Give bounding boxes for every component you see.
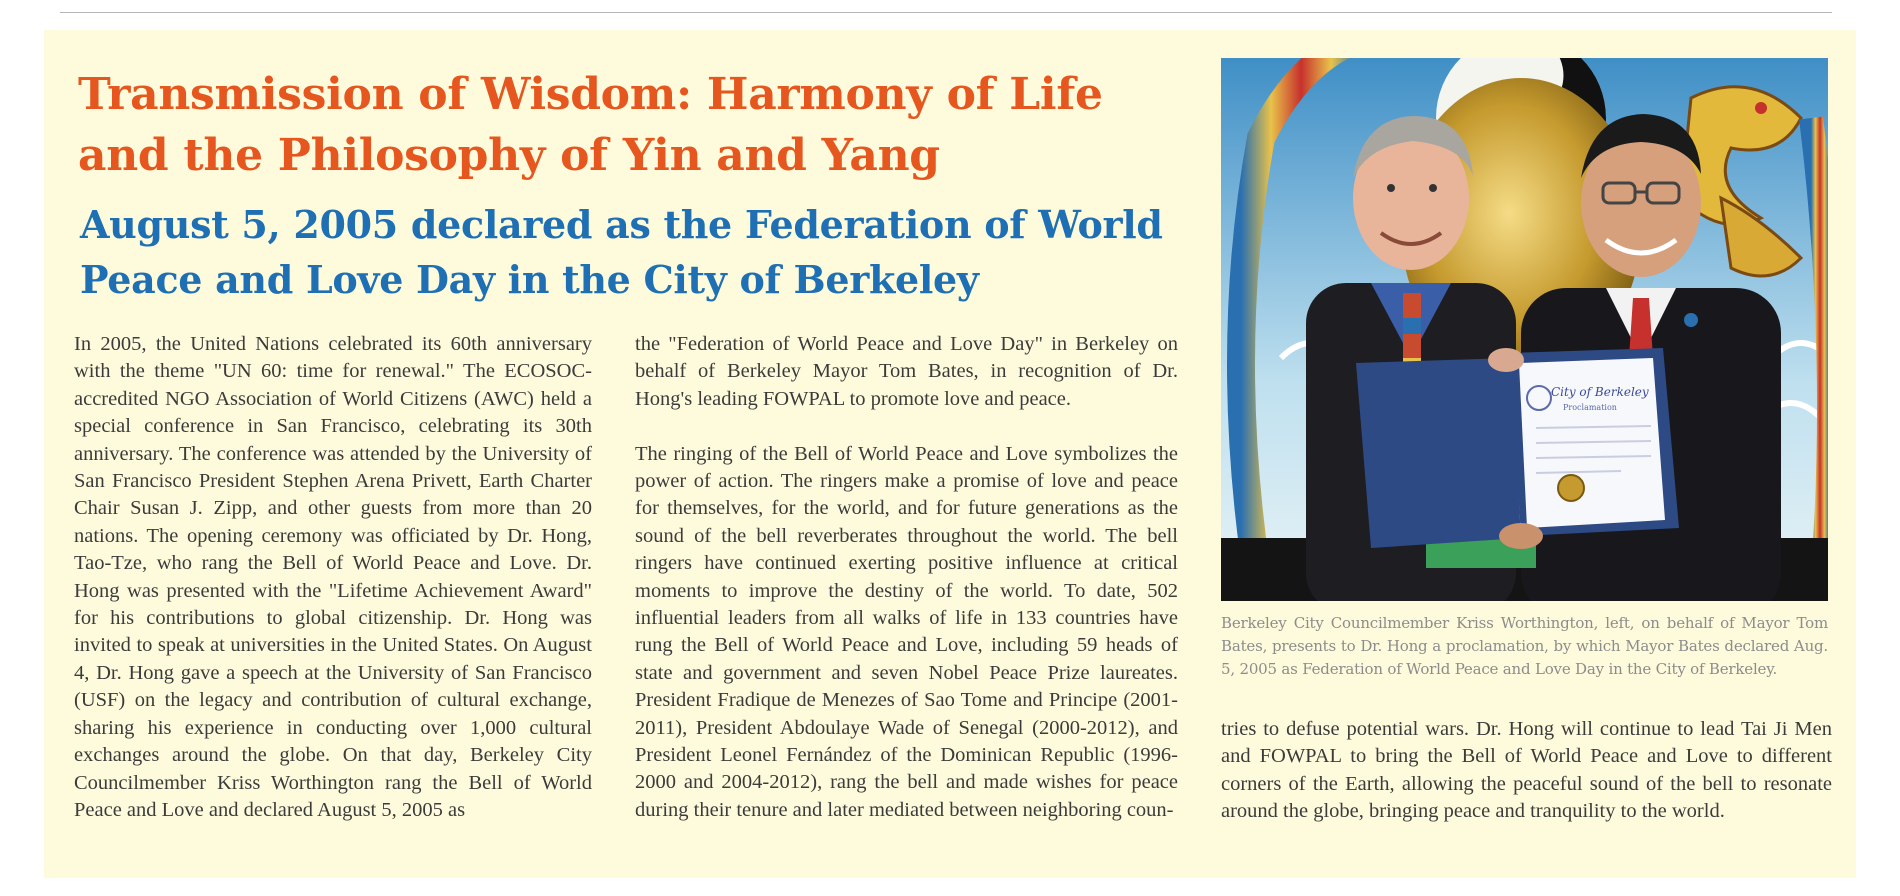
proclamation-photo (1221, 58, 1828, 601)
body-column-3 (1221, 716, 1832, 853)
certificate-subheading: Proclamation (1563, 403, 1617, 412)
paragraph: tries to defuse potential wars. Dr. Hong will continue to lead Tai Ji Men and FOWPAL to bring the Bell of World Peace and Love to different corners of the Earth, allowing the peaceful sound of the bell to resonate around the globe, bringing peace and tranquility to the world. (1221, 718, 1832, 823)
certificate-heading: City of Berkeley (1551, 385, 1649, 399)
paragraph: The ringing of the Bell of World Peace and Love symbolizes the power of action. The ringers make a promise of love and peace for themselves, for the world, and for future generations as the sound of the bell reverberates throughout the world. The bell ringers have continued exerting positive influence at critical moments to improve the destiny of the world. To date, 502 influential leaders from all walks of life in 133 countries have rung the Bell of World Peace and Love, including 59 heads of state and government and seven Nobel Peace Prize laureates. President Fradique de Menezes of Sao Tome and Principe (2001-2011), President Abdoulaye Wade of Senegal (2000-2012), and President Leonel Fernández of the Dominican Republic (1996-2000 and 2004-2012), rang the bell and made wishes for peace during their tenure and later mediated between neighboring coun- (635, 442, 1178, 821)
paragraph: the "Federation of World Peace and Love Day" in Berkeley on behalf of Berkeley Mayor Tom Bates, in recognition of Dr. Hong's leading FOWPAL to promote love and peace. (635, 333, 1178, 410)
body-column-1 (74, 331, 592, 852)
photo-caption: Berkeley City Councilmember Kriss Worthington, left, on behalf of Mayor Tom Bates, presents to Dr. Hong a proclamation, by which Mayor Bates declared Aug. 5, 2005 as Federation of World Peace and Love Day in the City of Berkeley. (1221, 614, 1828, 678)
proclamation-folder (1356, 348, 1679, 548)
paragraph: In 2005, the United Nations celebrated its 60th anniversary with the theme "UN 60: time for renewal." The ECOSOC-accredited NGO Association of World Citizens (AWC) held a special conference in San Francisco, celebrating its 30th anniversary. The conference was attended by the University of San Francisco President Stephen Arena Privett, Earth Charter Chair Susan J. Zipp, and other guests from more than 20 nations. The opening ceremony was officiated by Dr. Hong, Tao-Tze, who rang the Bell of World Peace and Love. Dr. Hong was presented with the "Lifetime Achievement Award" for his contributions to global citizenship. Dr. Hong was invited to speak at universities in the United States. On August 4, Dr. Hong gave a speech at the University of San Francisco (USF) on the legacy and contribution of cultural exchange, sharing his experience in conducting over 1,000 cultural exchanges around the globe. On that day, Berkeley City Councilmember Kriss Worthington rang the Bell of World Peace and Love and declared August 5, 2005 as (74, 333, 592, 821)
article-title: Transmission of Wisdom: Harmony of Life and the Philosophy of Yin and Yang (78, 69, 1103, 181)
top-divider (60, 12, 1832, 13)
body-column-2 (635, 331, 1178, 852)
article-subtitle: August 5, 2005 declared as the Federation of World Peace and Love Day in the City of Berkeley (80, 202, 1163, 302)
